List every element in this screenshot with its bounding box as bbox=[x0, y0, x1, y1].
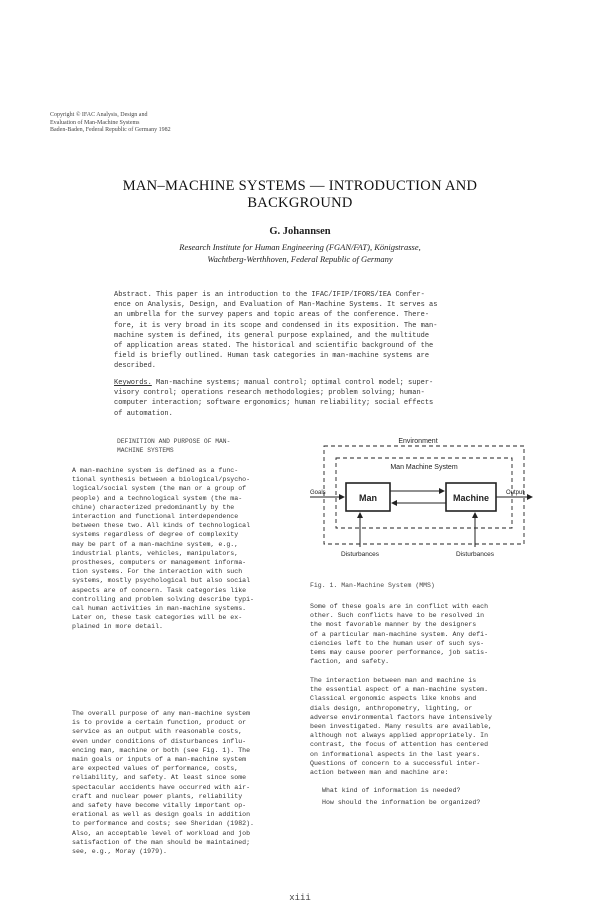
text-line: ciencies left to the human user of such sys- bbox=[310, 639, 485, 647]
keywords-text: Man-machine systems; manual control; optimal control model; super- bbox=[151, 379, 434, 387]
abstract-line: ence on Analysis, Design, and Evaluation of Man-Machine Systems. It serves as bbox=[114, 301, 438, 310]
author-name: G. Johannsen bbox=[269, 226, 331, 237]
text-line: tional synthesis between a biological/psycho- bbox=[72, 476, 251, 484]
text-line: The overall purpose of any man-machine system bbox=[72, 710, 251, 717]
question-item: How should the information be organized? bbox=[322, 799, 481, 806]
text-line: spectacular accidents have occurred with air- bbox=[72, 783, 251, 791]
affiliation-line: Research Institute for Human Engineering (FGAN/FAT), Königstrasse, bbox=[179, 242, 421, 252]
keywords-line bbox=[114, 378, 433, 388]
questions-list bbox=[322, 785, 480, 809]
disturbances-left-label: Disturbances bbox=[341, 551, 379, 558]
disturbances-right-label: Disturbances bbox=[456, 551, 494, 558]
section-heading bbox=[117, 437, 230, 455]
text-line: encing man, machine or both (see Fig. 1). The bbox=[72, 746, 251, 754]
text-line: adverse environmental factors have intensively bbox=[310, 713, 493, 721]
text-line: industrial plants, vehicles, manipulators, bbox=[72, 549, 239, 557]
text-line: and safety have become vitally important op- bbox=[72, 802, 247, 810]
keywords-line: of automation. bbox=[114, 409, 173, 418]
man-label: Man bbox=[359, 493, 377, 503]
machine-label: Machine bbox=[452, 493, 490, 503]
text-line: even under conditions of disturbances influ- bbox=[72, 737, 247, 745]
text-line: tion systems. For the interaction with such bbox=[72, 568, 243, 576]
text-line: aspects are of concern. Task categories like bbox=[72, 586, 247, 594]
text-line: other. Such conflicts have to be resolved in bbox=[310, 612, 485, 620]
figure-diagram bbox=[300, 432, 540, 562]
text-line: the essential aspect of a man-machine system. bbox=[310, 686, 489, 694]
keywords-label: Keywords. bbox=[114, 379, 152, 387]
section-heading-line: DEFINITION AND PURPOSE OF MAN- bbox=[117, 438, 231, 445]
text-line: action between man and machine are: bbox=[310, 769, 449, 777]
text-line: contrast, the focus of attention has centered bbox=[310, 741, 489, 749]
paper-title bbox=[0, 178, 600, 212]
text-line: may be part of a man-machine system, e.g., bbox=[72, 540, 239, 548]
text-line: Later on, these task categories will be ex- bbox=[72, 614, 243, 622]
text-line: Questions of concern to a successful inter- bbox=[310, 759, 481, 767]
copyright-line: Copyright © IFAC Analysis, Design and bbox=[50, 112, 148, 118]
text-line: is to provide a certain function, product or bbox=[72, 719, 247, 727]
text-line: the most favorable manner by the designers bbox=[310, 621, 477, 629]
text-line: A man-machine system is defined as a func- bbox=[72, 467, 239, 474]
text-line: systems regardless of degree of complexity bbox=[72, 531, 239, 539]
keywords-line: visory control; operations research methodologies; problem solving; human- bbox=[114, 389, 425, 398]
question-item: What kind of information is needed? bbox=[322, 787, 461, 794]
keywords-line: computer interaction; software ergonomics; human reliability; social effects bbox=[114, 399, 434, 408]
text-line: cal human activities in man-machine systems. bbox=[72, 605, 247, 613]
goals-label: Goals bbox=[310, 490, 326, 496]
figure-caption: Fig. 1. Man-Machine System (MMS) bbox=[310, 582, 435, 589]
abstract-line: field is briefly outlined. Human task categories in man-machine systems are bbox=[114, 352, 430, 361]
text-line: service as an output with reasonable costs, bbox=[72, 728, 243, 736]
text-line: faction, and safety. bbox=[310, 658, 390, 666]
text-line: main goals or inputs of a man-machine system bbox=[72, 756, 247, 764]
text-line: been investigated. Many results are available, bbox=[310, 723, 493, 731]
system-label: Man Machine System bbox=[390, 464, 458, 471]
text-line: see, e.g., Moray (1979). bbox=[72, 848, 167, 856]
text-line: The interaction between man and machine is bbox=[310, 677, 477, 684]
text-line: are expected values of performance, costs, bbox=[72, 765, 239, 773]
text-line: Also, an acceptable level of workload and job bbox=[72, 829, 251, 837]
abstract-line: Abstract. This paper is an introduction to the IFAC/IFIP/IFORS/IEA Confer- bbox=[114, 291, 425, 299]
text-line: erational as well as design goals in addition bbox=[72, 811, 251, 819]
keywords bbox=[114, 378, 433, 419]
output-label: Output bbox=[506, 490, 525, 496]
text-line: to performance and costs; see Sheridan (1982). bbox=[72, 820, 255, 828]
text-line: plained in more detail. bbox=[72, 623, 164, 631]
abstract-line: described. bbox=[114, 362, 157, 371]
text-line: dials design, anthropometry, lighting, or bbox=[310, 704, 473, 712]
abstract-line: an umbrella for the survey papers and topic areas of the conference. There- bbox=[114, 311, 430, 320]
text-line: Classical ergonomic aspects like knobs and bbox=[310, 695, 477, 703]
copyright-line: Evaluation of Man-Machine Systems bbox=[50, 119, 140, 126]
abstract-line: machine system is defined, its general purpose explained, and the multitude bbox=[114, 331, 430, 340]
text-line: Some of these goals are in conflict with each bbox=[310, 603, 489, 610]
copyright-line: Baden-Baden, Federal Republic of Germany 1982 bbox=[50, 127, 171, 133]
environment-label: Environment bbox=[398, 438, 438, 445]
text-line: chine) characterized predominantly by the bbox=[72, 503, 235, 511]
right-paragraph-2 bbox=[310, 676, 492, 777]
section-heading-line: MACHINE SYSTEMS bbox=[117, 447, 174, 454]
text-line: interaction and functional interdependence bbox=[72, 513, 239, 521]
text-line: craft and nuclear power plants, reliability bbox=[72, 792, 243, 800]
text-line: tems may cause poorer performance, job satis- bbox=[310, 649, 489, 657]
right-paragraph-1 bbox=[310, 602, 488, 666]
title-line: MAN–MACHINE SYSTEMS — INTRODUCTION AND bbox=[122, 178, 478, 194]
page-number: xiii bbox=[289, 893, 311, 903]
text-line: prostheses, computers or management informa- bbox=[72, 559, 247, 567]
text-line: although not always applied appropriately. In bbox=[310, 732, 489, 740]
left-paragraph-2 bbox=[72, 709, 254, 856]
figure-man-machine-system bbox=[300, 432, 540, 567]
text-line: systems, mostly psychological but also social bbox=[72, 577, 251, 585]
affiliation bbox=[0, 241, 600, 265]
text-line: logical/social system (the man or a group of bbox=[72, 485, 247, 493]
text-line: between these two. All kinds of technological bbox=[72, 522, 251, 530]
abstract-line: fore, it is very broad in its scope and condensed in its exposition. The man- bbox=[114, 321, 438, 330]
abstract bbox=[114, 290, 437, 372]
text-line: satisfaction of the man should be maintained; bbox=[72, 838, 251, 846]
text-line: on informational aspects in the last years. bbox=[310, 750, 481, 758]
text-line: people) and a technological system (the ma- bbox=[72, 494, 243, 502]
left-paragraph-1 bbox=[72, 466, 254, 632]
text-line: reliability, and safety. At least since some bbox=[72, 774, 247, 782]
copyright-notice bbox=[50, 112, 171, 135]
text-line: controlling and problem solving describe typi- bbox=[72, 595, 255, 603]
text-line: of a particular man-machine system. Any defi- bbox=[310, 630, 489, 638]
title-line: BACKGROUND bbox=[247, 195, 353, 211]
abstract-line: of application areas stated. The historical and scientific background of the bbox=[114, 342, 434, 351]
affiliation-line: Wachtberg-Werthhoven, Federal Republic of Germany bbox=[207, 254, 393, 264]
